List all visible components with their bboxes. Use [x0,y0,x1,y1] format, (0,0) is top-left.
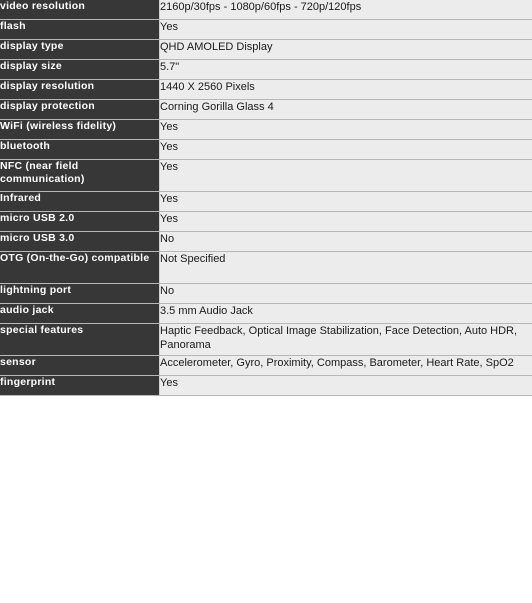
spec-row-wifi [0,120,532,140]
spec-row-fingerprint [0,376,532,396]
spec-label: micro USB 3.0 [0,232,160,252]
spec-value: Yes [160,20,532,40]
spec-label: OTG (On-the-Go) compatible [0,252,160,284]
spec-row-otg [0,252,532,284]
spec-label: micro USB 2.0 [0,212,160,232]
spec-label: display size [0,60,160,80]
spec-row-audio-jack [0,304,532,324]
spec-value: Yes [160,212,532,232]
spec-row-sensor [0,356,532,376]
spec-label: bluetooth [0,140,160,160]
spec-row-display-size [0,60,532,80]
spec-value: QHD AMOLED Display [160,40,532,60]
spec-label: display type [0,40,160,60]
spec-value: No [160,232,532,252]
spec-label: lightning port [0,284,160,304]
spec-value: 5.7" [160,60,532,80]
spec-label: display protection [0,100,160,120]
spec-value: Corning Gorilla Glass 4 [160,100,532,120]
spec-value: 1440 X 2560 Pixels [160,80,532,100]
spec-row-display-resolution [0,80,532,100]
spec-row-infrared [0,192,532,212]
spec-value: Yes [160,192,532,212]
spec-row-bluetooth [0,140,532,160]
spec-row-video-resolution [0,0,532,20]
spec-row-display-protection [0,100,532,120]
spec-value: Yes [160,376,532,396]
spec-label: audio jack [0,304,160,324]
spec-label: sensor [0,356,160,376]
spec-row-micro-usb-2 [0,212,532,232]
spec-value: 3.5 mm Audio Jack [160,304,532,324]
spec-value: Not Specified [160,252,532,284]
spec-label: Infrared [0,192,160,212]
spec-label: special features [0,324,160,356]
spec-value: Haptic Feedback, Optical Image Stabilization, Face Detection, Auto HDR, Panorama [160,324,532,356]
spec-row-nfc [0,160,532,192]
spec-value: Accelerometer, Gyro, Proximity, Compass, Barometer, Heart Rate, SpO2 [160,356,532,376]
spec-value: Yes [160,140,532,160]
spec-value: 2160p/30fps - 1080p/60fps - 720p/120fps [160,0,532,20]
spec-row-display-type [0,40,532,60]
spec-label: fingerprint [0,376,160,396]
spec-row-flash [0,20,532,40]
spec-label: video resolution [0,0,160,20]
spec-value: No [160,284,532,304]
spec-row-special-features [0,324,532,356]
spec-row-lightning-port [0,284,532,304]
spec-label: NFC (near field communication) [0,160,160,192]
spec-label: WiFi (wireless fidelity) [0,120,160,140]
spec-value: Yes [160,120,532,140]
spec-row-micro-usb-3 [0,232,532,252]
spec-label: flash [0,20,160,40]
spec-label: display resolution [0,80,160,100]
spec-value: Yes [160,160,532,192]
